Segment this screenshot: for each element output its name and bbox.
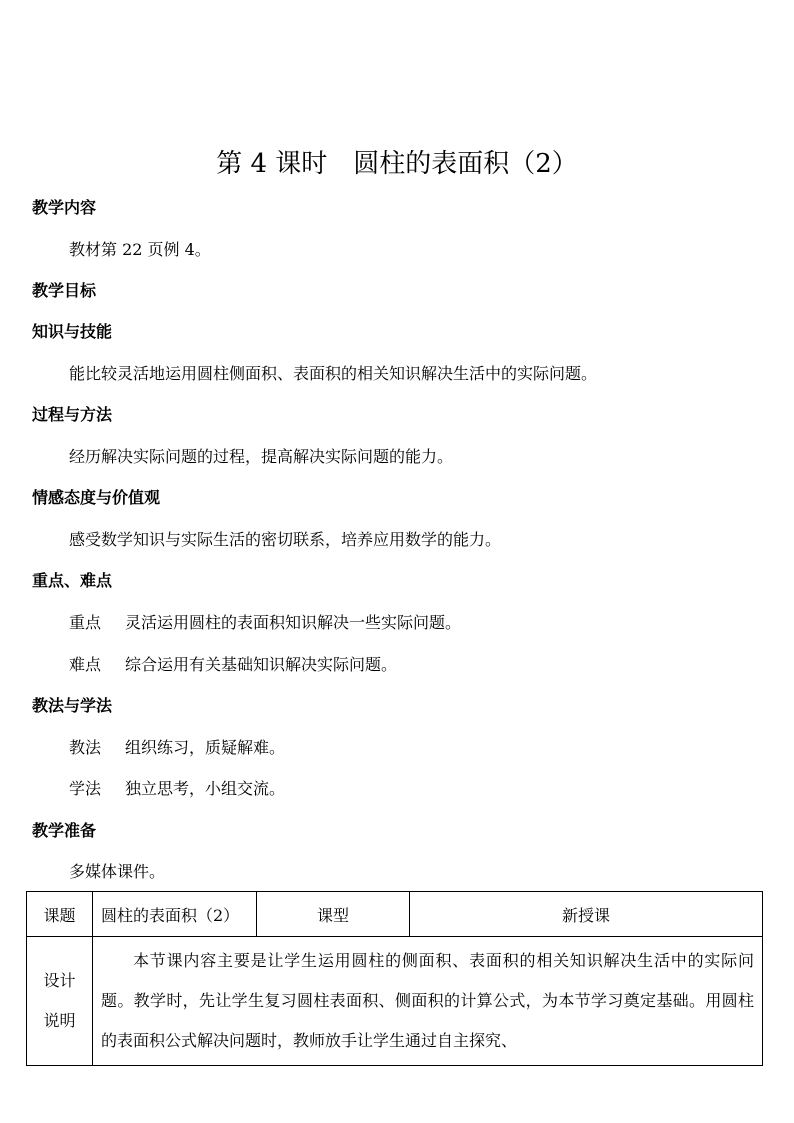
difficult-point-row <box>69 654 794 676</box>
page-title <box>0 146 794 182</box>
key-point-label: 重点 <box>69 613 102 632</box>
type-label-cell: 课型 <box>257 892 410 937</box>
topic-value-cell: 圆柱的表面积（2） <box>93 892 257 937</box>
process-text: 经历解决实际问题的过程，提高解决实际问题的能力。 <box>69 447 454 466</box>
knowledge-text: 能比较灵活地运用圆柱侧面积、表面积的相关知识解决生活中的实际问题。 <box>69 364 598 383</box>
learning-method-text: 独立思考，小组交流。 <box>125 779 286 798</box>
learning-method-row <box>69 778 794 800</box>
content-text: 教材第 22 页例 4。 <box>69 240 211 259</box>
design-text-cell: 本节课内容主要是让学生运用圆柱的侧面积、表面积的相关知识解决生活中的实际问题。教学时，先让学生复习圆柱表面积、侧面积的计算公式，为本节学习奠定基础。用圆柱的表面积公式解决问题时，教师放手让学生通过自主探究、 <box>93 937 763 1066</box>
preparation-heading: 教学准备 <box>32 821 97 840</box>
design-label-cell <box>27 937 93 1066</box>
topic-label-cell: 课题 <box>27 892 93 937</box>
objectives-heading: 教学目标 <box>32 281 97 300</box>
knowledge-heading: 知识与技能 <box>32 322 113 341</box>
table-row <box>27 937 763 1066</box>
key-points-heading: 重点、难点 <box>32 571 113 590</box>
lesson-info-table <box>26 891 763 1066</box>
methods-heading: 教法与学法 <box>32 696 113 715</box>
key-point-text: 灵活运用圆柱的表面积知识解决一些实际问题。 <box>125 613 462 632</box>
teaching-method-text: 组织练习，质疑解难。 <box>125 738 286 757</box>
teaching-method-row <box>69 737 794 759</box>
teaching-method-label: 教法 <box>69 738 102 757</box>
preparation-text: 多媒体课件。 <box>69 862 166 881</box>
content-heading: 教学内容 <box>32 198 97 217</box>
lesson-title: 圆柱的表面积（2） <box>353 149 578 179</box>
design-label-line-1: 设计 <box>43 971 76 990</box>
learning-method-label: 学法 <box>69 779 102 798</box>
emotion-text: 感受数学知识与实际生活的密切联系，培养应用数学的能力。 <box>69 530 502 549</box>
table-row <box>27 892 763 937</box>
design-label-line-2: 说明 <box>43 1011 76 1030</box>
key-point-row <box>69 612 794 634</box>
difficult-point-label: 难点 <box>69 655 102 674</box>
process-heading: 过程与方法 <box>32 405 113 424</box>
lesson-number: 第 4 课时 <box>216 149 328 179</box>
emotion-heading: 情感态度与价值观 <box>32 488 161 507</box>
difficult-point-text: 综合运用有关基础知识解决实际问题。 <box>125 655 398 674</box>
type-value-cell: 新授课 <box>410 892 763 937</box>
